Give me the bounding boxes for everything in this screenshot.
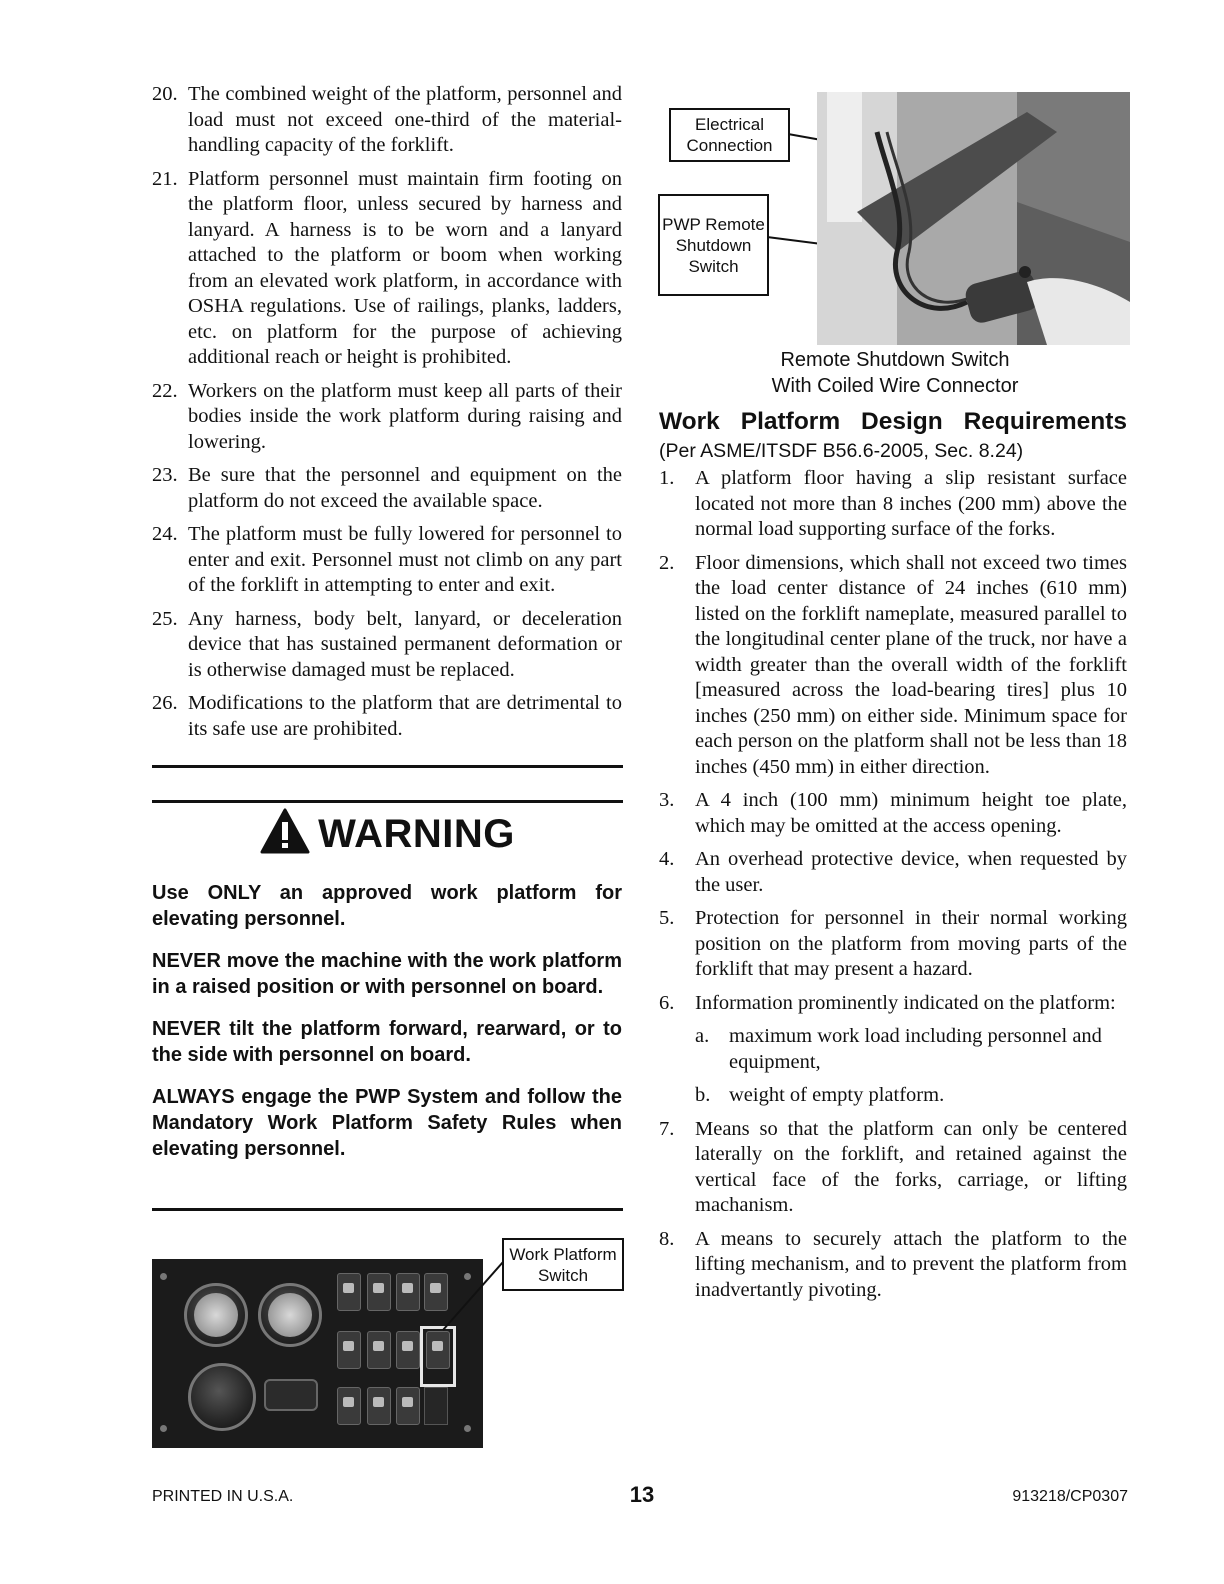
work-platform-switch-callout: Work Platform Switch xyxy=(502,1238,624,1291)
caption-line: Remote Shutdown Switch xyxy=(780,349,1010,371)
caption-line: With Coiled Wire Connector xyxy=(771,375,1019,397)
item-text: Modifications to the platform that are detrimental to its safe use are prohibited. xyxy=(188,692,622,740)
remote-shutdown-photo xyxy=(817,92,1130,345)
item-text: Platform personnel must maintain firm footing on the platform floor, unless secured by harness and lanyard. A harness is to be worn and a lanyard attached to the platform or boom when working from an elevated work platform, in accordance with OSHA regulations. Use of railings, planks, ladders, etc. on platform for the purpose of achieving additional reach or height is prohibited. xyxy=(188,167,622,368)
list-item xyxy=(659,1227,1127,1304)
item-text: Protection for personnel in their normal working position on the platform from moving parts of the forklift that may present a hazard. xyxy=(695,907,1127,980)
list-item xyxy=(659,847,1127,898)
warning-paragraph: NEVER tilt the platform forward, rearward, or to the side with personnel on board. xyxy=(152,1018,622,1066)
warning-paragraph: ALWAYS engage the PWP System and follow the Mandatory Work Platform Safety Rules when elevating personnel. xyxy=(152,1086,622,1160)
item-number: 3. xyxy=(659,789,675,811)
photo-caption xyxy=(700,347,1090,399)
item-number: 1. xyxy=(659,467,675,489)
warning-paragraph: Use ONLY an approved work platform for elevating personnel. xyxy=(152,882,622,930)
pwp-remote-shutdown-callout: PWP Remote Shutdown Switch xyxy=(658,194,769,296)
section-subheading: (Per ASME/ITSDF B56.6-2005, Sec. 8.24) xyxy=(659,440,1024,462)
item-text: An overhead protective device, when requested by the user. xyxy=(695,848,1127,896)
item-text: Any harness, body belt, lanyard, or deceleration device that has sustained permanent deformation or is otherwise damaged must be replaced. xyxy=(188,607,622,681)
item-text: The combined weight of the platform, personnel and load must not exceed one-third of the material-handling capacity of the forklift. xyxy=(188,83,622,156)
item-number: 6. xyxy=(659,991,675,1014)
footer-printed: PRINTED IN U.S.A. xyxy=(152,1488,294,1505)
item-text: A 4 inch (100 mm) minimum height toe plate, which may be omitted at the access opening. xyxy=(695,789,1127,837)
sub-list-item xyxy=(659,1083,1127,1109)
item-number: 23. xyxy=(152,464,178,486)
item-text: weight of empty platform. xyxy=(729,1084,945,1106)
list-item xyxy=(659,788,1127,839)
item-number: 8. xyxy=(659,1227,675,1250)
item-text: Means so that the platform can only be centered laterally on the forklift, and retained against the vertical face of the forks, carriage, or lifting machanism. xyxy=(695,1117,1127,1216)
list-item xyxy=(659,1117,1127,1219)
item-number: 24. xyxy=(152,523,178,545)
page-number: 13 xyxy=(629,1482,655,1507)
item-number: 21. xyxy=(152,167,178,190)
item-text: Floor dimensions, which shall not exceed two times the load center distance of 24 inches (610 mm) listed on the forklift nameplate, measured parallel to the longitudinal center plane of the truck, nor have a width greater than the overall width of the forklift [measured across the load-bearing tires] plus 10 inches (250 mm) on either side. Minimum space for each person on the platform shall not be less than 18 inches (450 mm) in either direction. xyxy=(695,551,1127,778)
item-number: 2. xyxy=(659,551,675,574)
requirements-list xyxy=(659,466,1127,1311)
item-number: 7. xyxy=(659,1117,675,1140)
item-number: 25. xyxy=(152,607,178,630)
item-letter: b. xyxy=(695,1084,711,1106)
warning-paragraph: NEVER move the machine with the work platform in a raised position or with personnel on board. xyxy=(152,950,622,998)
list-item xyxy=(659,551,1127,781)
item-text: maximum work load including personnel and equipment, xyxy=(729,1025,1102,1073)
list-item xyxy=(659,991,1127,1017)
section-heading: Work Platform Design Requirements xyxy=(659,408,1127,435)
list-item xyxy=(659,466,1127,543)
list-item xyxy=(659,906,1127,983)
sub-list-item xyxy=(659,1024,1127,1075)
item-number: 20. xyxy=(152,83,178,105)
item-text: Information prominently indicated on the platform: xyxy=(695,991,1116,1014)
item-text: The platform must be fully lowered for personnel to enter and exit. Personnel must not climb on any part of the forklift in attempting to enter and exit. xyxy=(188,523,622,596)
item-text: Workers on the platform must keep all parts of their bodies inside the work platform during raising and lowering. xyxy=(188,379,622,453)
item-number: 22. xyxy=(152,379,178,402)
electrical-connection-callout: Electrical Connection xyxy=(669,108,790,162)
item-number: 4. xyxy=(659,848,675,870)
item-letter: a. xyxy=(695,1025,710,1047)
item-number: 26. xyxy=(152,692,178,714)
item-text: A platform floor having a slip resistant surface located not more than 8 inches (200 mm) above the normal load supporting surface of the forks. xyxy=(695,467,1127,540)
footer-doc-id: 913218/CP0307 xyxy=(1012,1488,1128,1505)
item-text: Be sure that the personnel and equipment on the platform do not exceed the available space. xyxy=(188,464,622,512)
warning-title: WARNING xyxy=(318,812,515,856)
item-number: 5. xyxy=(659,907,675,929)
item-text: A means to securely attach the platform to the lifting mechanism, and to prevent the platform from inadvertantly pivoting. xyxy=(695,1227,1127,1301)
